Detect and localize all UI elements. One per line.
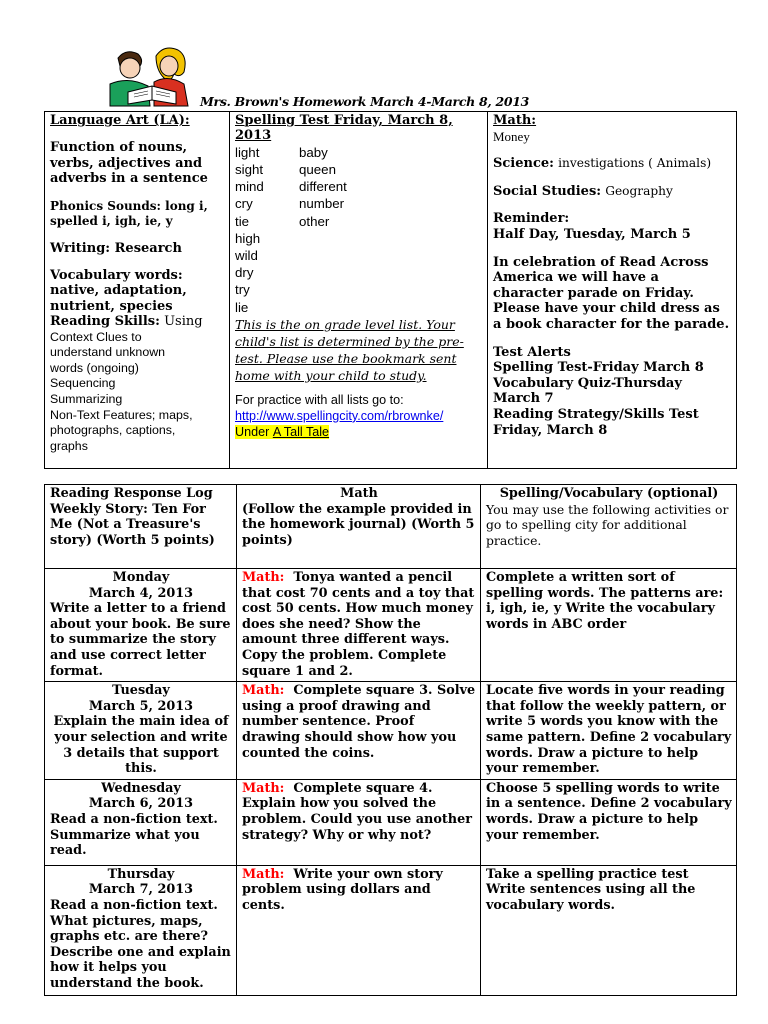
spelling-cell xyxy=(230,112,488,469)
page-title: Mrs. Brown's Homework March 4-March 8, 2013 xyxy=(200,94,530,109)
spelling-word-list xyxy=(235,144,483,316)
science-value: investigations ( Animals) xyxy=(558,156,712,171)
math-prefix: Math: xyxy=(242,866,285,882)
spelling-word: mind xyxy=(235,179,264,195)
la-reading-label: Reading Skills: xyxy=(50,314,160,330)
reading-cell xyxy=(45,779,237,865)
spelling-heading: Spelling Test Friday, March 8, 2013 xyxy=(235,113,453,144)
math-prefix: Math: xyxy=(242,780,285,796)
reading-task: Read a non-fiction text. Summarize what you read. xyxy=(50,811,218,859)
math-task: Complete square 3. Solve using a proof drawing and number sentence. Proof drawing should show how you counted the coins. xyxy=(242,683,476,761)
reading-header-cell xyxy=(45,485,237,569)
la-vocab-words: native, adaptation, nutrient, species xyxy=(50,283,187,314)
la-writing: Writing: Research xyxy=(50,240,182,256)
la-function: Function of nouns, verbs, adjectives and adverbs in a sentence xyxy=(50,140,208,187)
spelling-word: different xyxy=(299,179,347,195)
table-row xyxy=(45,865,737,995)
spelling-cell xyxy=(481,865,737,995)
reading-task: Explain the main idea of your selection and write 3 details that support this. xyxy=(53,714,229,777)
test-alerts-title: Test Alerts xyxy=(493,344,571,360)
la-heading: Language Art (LA): xyxy=(50,113,190,128)
date-label: March 4, 2013 xyxy=(88,585,194,601)
math-label: Math: xyxy=(493,113,537,128)
spelling-word: cry xyxy=(235,196,253,212)
reading-cell xyxy=(45,865,237,995)
math-header-desc: (Follow the example provided in the homework journal) (Worth 5 points) xyxy=(242,501,475,548)
spelling-word: try xyxy=(235,282,250,298)
children-reading-clipart xyxy=(104,44,200,110)
la-reading-line: Context Clues to xyxy=(50,329,142,344)
spelling-word: lie xyxy=(235,299,249,315)
math-prefix: Math: xyxy=(242,570,285,585)
reading-cell xyxy=(45,682,237,780)
la-vocab-title: Vocabulary words: xyxy=(50,268,183,284)
math-task: Complete square 4. Explain how you solved the problem. Could you use another strategy? Why or why not? xyxy=(242,780,472,843)
la-reading-line: Non-Text Features; maps, xyxy=(50,407,193,422)
math-header-cell xyxy=(237,485,481,569)
spelling-word: high xyxy=(235,230,261,246)
celebration-text: In celebration of Read Across America we will have a character parade on Friday. Please have your child dress as a book character for the parade. xyxy=(493,254,730,332)
social-studies-label: Social Studies: xyxy=(493,183,602,199)
la-reading-line: words (ongoing) xyxy=(50,360,139,375)
spellingcity-link[interactable]: http://www.spellingcity.com/rbrownke/ xyxy=(235,408,444,423)
la-reading-line: Summarizing xyxy=(50,392,123,407)
math-cell xyxy=(237,865,481,995)
math-task: Write your own story problem using dollars and cents. xyxy=(242,866,443,913)
language-arts-cell xyxy=(45,112,230,469)
reminder-label: Reminder: xyxy=(493,211,570,227)
spelling-header-desc: You may use the following activities or go to spelling city for additional practice. xyxy=(486,501,729,548)
table-row xyxy=(45,569,737,682)
day-label: Tuesday xyxy=(112,683,170,699)
social-studies-value: Geography xyxy=(605,183,673,198)
spelling-word: light xyxy=(235,144,260,160)
math-task: Tonya wanted a pencil that cost 70 cents and a toy that cost 50 cents. How much money does she need? Show the amount three different ways. Copy the problem. Complete square 1 and 2. xyxy=(242,570,475,679)
spelling-task: Locate five words in your reading that follow the weekly pattern, or write 5 words you know with the same pattern. Define 2 vocabulary words. Draw a picture to help your remember. xyxy=(486,683,732,777)
math-cell xyxy=(237,779,481,865)
day-label: Monday xyxy=(112,570,170,585)
spelling-word: sight xyxy=(235,162,264,178)
tall-tale-link[interactable]: A Tall Tale xyxy=(272,424,330,439)
la-reading-line: Sequencing xyxy=(50,376,116,391)
spelling-header-title: Spelling/Vocabulary (optional) xyxy=(499,486,719,501)
la-reading-line: graphs xyxy=(50,438,88,453)
spelling-task: Complete a written sort of spelling words. The patterns are: i, igh, ie, y Write the vocabulary words in ABC order xyxy=(486,570,724,632)
spelling-word: number xyxy=(299,196,345,212)
practice-text: For practice with all lists go to: xyxy=(235,392,404,407)
table-row xyxy=(45,682,737,780)
spelling-word: queen xyxy=(299,162,336,178)
date-label: March 5, 2013 xyxy=(88,698,194,714)
la-reading-line: photographs, captions, xyxy=(50,423,176,438)
date-label: March 6, 2013 xyxy=(88,796,194,812)
spelling-word: other xyxy=(299,213,330,229)
la-reading-first: Using xyxy=(164,314,203,330)
math-value: Money xyxy=(493,128,530,144)
math-cell xyxy=(237,569,481,682)
spelling-word: tie xyxy=(235,213,250,229)
math-cell xyxy=(237,682,481,780)
test-alert: Spelling Test-Friday March 8 xyxy=(493,360,704,376)
table-row xyxy=(45,779,737,865)
spelling-cell xyxy=(481,682,737,780)
subjects-cell xyxy=(488,112,737,469)
highlight-text: Under xyxy=(235,424,270,439)
spelling-cell xyxy=(481,779,737,865)
day-label: Wednesday xyxy=(101,780,181,796)
la-phonics: Phonics Sounds: long i, spelled i, igh, ie, y xyxy=(50,198,208,228)
science-label: Science: xyxy=(493,156,554,172)
spelling-cell xyxy=(481,569,737,682)
date-label: March 7, 2013 xyxy=(88,882,194,898)
spelling-word: dry xyxy=(235,265,254,281)
test-alert: Vocabulary Quiz-Thursday March 7 xyxy=(493,375,682,407)
reminder-value: Half Day, Tuesday, March 5 xyxy=(493,226,691,242)
weekly-overview-table xyxy=(44,111,737,469)
reading-task: Read a non-fiction text. What pictures, maps, graphs etc. are there? Describe one and explain how it helps you understand the book. xyxy=(50,897,231,991)
math-header-title: Math xyxy=(340,486,378,501)
spelling-word: wild xyxy=(235,248,258,264)
spelling-task: Take a spelling practice test Write sentences using all the vocabulary words. xyxy=(486,866,696,913)
test-alert: Reading Strategy/Skills Test Friday, March 8 xyxy=(493,406,699,438)
spelling-word: baby xyxy=(299,144,328,160)
day-label: Thursday xyxy=(107,866,175,882)
la-reading-line: understand unknown xyxy=(50,345,166,360)
reading-cell xyxy=(45,569,237,682)
reading-task: Write a letter to a friend about your book. Be sure to summarize the story and use correct letter format. xyxy=(50,601,231,679)
reading-header: Reading Response Log Weekly Story: Ten For Me (Not a Treasure's story) (Worth 5 points) xyxy=(50,486,215,548)
daily-homework-table xyxy=(44,484,737,996)
spelling-task: Choose 5 spelling words to write in a sentence. Define 2 vocabulary words. Draw a picture to help your remember. xyxy=(486,780,732,843)
math-prefix: Math: xyxy=(242,683,285,699)
spelling-header-cell xyxy=(481,485,737,569)
spelling-note: This is the on grade level list. Your child's list is determined by the pre-test. Please use the bookmark sent home with your child to study. xyxy=(235,316,464,383)
